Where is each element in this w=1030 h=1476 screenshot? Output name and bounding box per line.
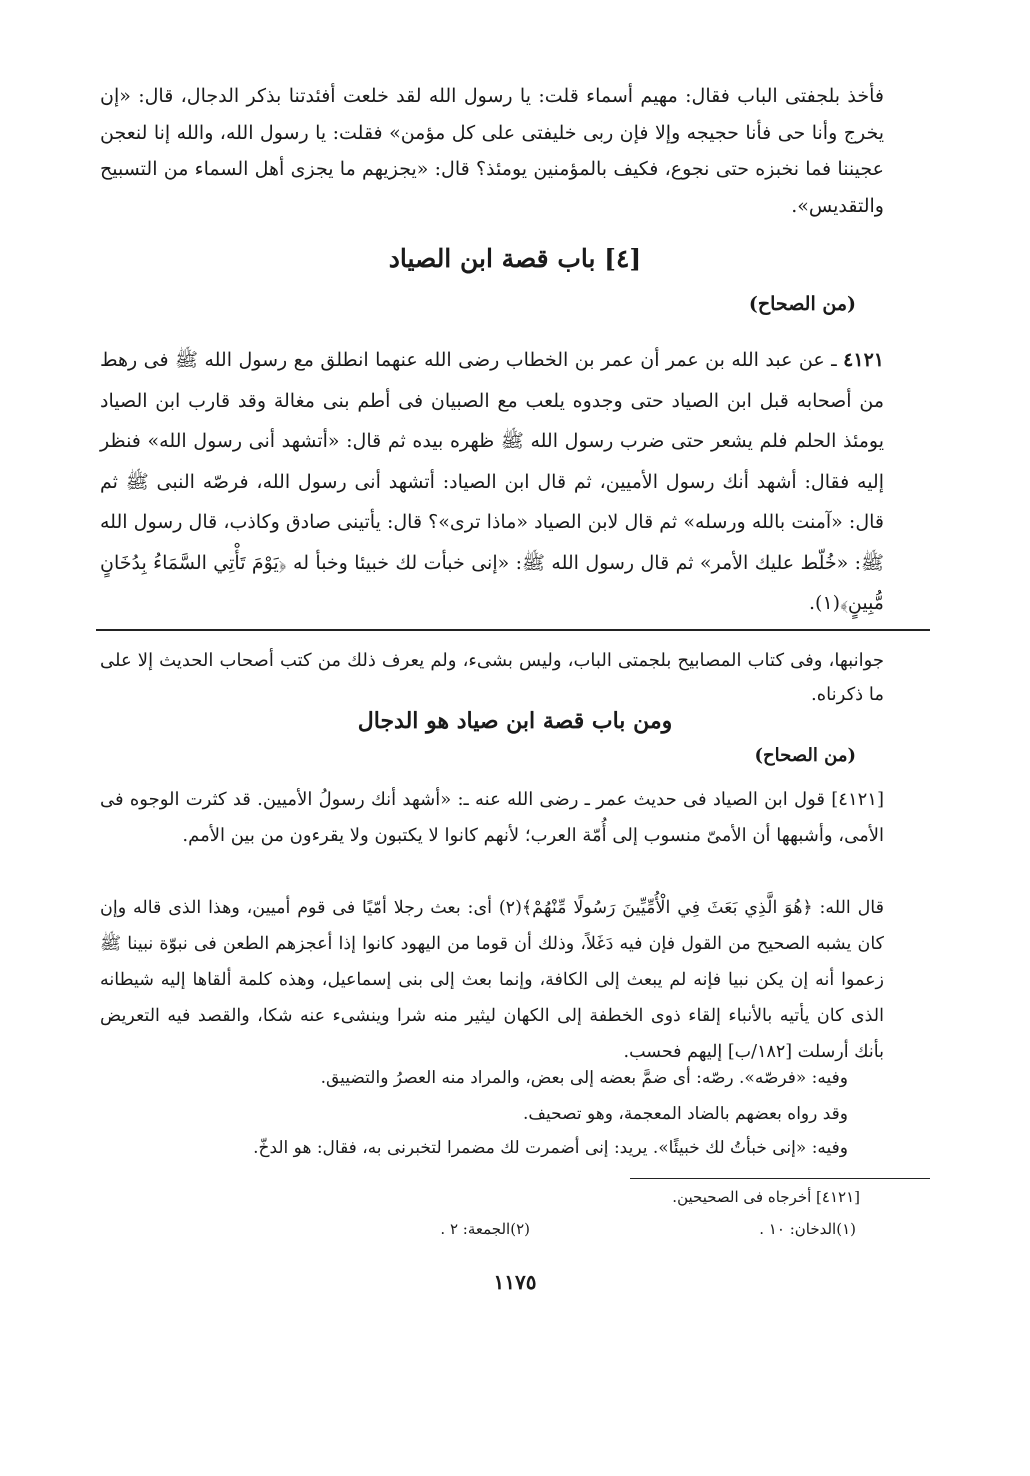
footnote-2: (٢)الجمعة: ٢ . (440, 1220, 530, 1238)
footnote-1: (١)الدخان: ١٠ . (759, 1220, 856, 1238)
commentary-heading: ومن باب قصة ابن صياد هو الدجال (357, 708, 673, 734)
commentary-source-label: (من الصحاح) (754, 745, 856, 766)
commentary-note-1: وفيه: «فرصّه». رصّه: أى ضمَّ بعضه إلى بعض، والمراد منه العصرُ والتضييق. (320, 1068, 848, 1088)
divider (96, 629, 930, 631)
footnote-divider (630, 1178, 930, 1179)
footnote-hadith: [٤١٢١] أخرجاه فى الصحيحين. (672, 1188, 860, 1206)
commentary-intro: جوانبها، وفى كتاب المصابيح بلجمتى الباب، وليس بشىء، ولم يعرف ذلك من كتب أصحاب الحديث إلا على ما ذكرناه. (100, 650, 884, 705)
commentary-paragraph-2: قال الله: ﴿هُوَ الَّذِي بَعَثَ فِي الْأُمِّيِّينَ رَسُولًا مِّنْهُمْ﴾(٢) أى: بعث رجلا أمّيًا فى قوم أميين، وهذا الذى قاله وإن كان يشبه الصحيح من القول فإن فيه دَغَلاً، وذلك أن قوما من اليهود كانوا إذا أعجزهم الطعن فى نبوّة نبينا ﷺ زعموا أنه إن يكن نبيا فإنه لم يبعث إلى الكافة، وإنما بعث إلى بنى إسماعيل، وهذه كلمة ألقاها إليه شيطانه الذى كان يأتيه بالأنباء إلقاء ذوى الخطفة إلى الكهان ليثير منه شرا وينشىء عنه شكا، والقصد فيه التعريض بأنك أرسلت [١٨٢/ب] إليهم فحسب. (100, 898, 884, 1062)
hadith-number: ٤١٢١ (843, 349, 884, 371)
hadith-text: عن عبد الله بن عمر أن عمر بن الخطاب رضى الله عنهما انطلق مع رسول الله ﷺ فى رهط من أصحابه قبل ابن الصياد حتى وجدوه يلعب مع الصبيان فى أطم بنى مغالة وقد قارب ابن الصياد يومئذ الحلم فلم يشعر حتى ضرب رسول الله ﷺ ظهره بيده ثم قال: «أتشهد أنى رسول الله» فنظر إليه فقال: أشهد أنك رسول الأميين، ثم قال ابن الصياد: أتشهد أنى رسول الله، فرصّه النبى ﷺ ثم قال: «آمنت بالله ورسله» ثم قال لابن الصياد «ماذا ترى»؟ قال: يأتينى صادق وكاذب، قال رسول الله ﷺ: «خُلّط عليك الأمر» ثم قال رسول الله ﷺ: «إنى خبأت لك خبيئا وخبأ له ﴿يَوْمَ تَأْتِي السَّمَاءُ بِدُخَانٍ مُّبِينٍ﴾(١). (100, 349, 884, 614)
source-label: (من الصحاح) (748, 293, 856, 315)
commentary-paragraph-1: [٤١٢١] قول ابن الصياد فى حديث عمر ـ رضى الله عنه ـ: «أشهد أنك رسولُ الأميين. قد كثرت الوجوه فى الأمى، وأشبهها أن الأمىّ منسوب إلى أُمّة العرب؛ لأنهم كانوا لا يكتبون ولا يقرءون من بين الأمم. (100, 789, 884, 846)
commentary-note-2: وقد رواه بعضهم بالضاد المعجمة، وهو تصحيف. (522, 1104, 848, 1124)
page-number: ١١٧٥ (493, 1270, 537, 1294)
main-paragraph: فأخذ بلجفتى الباب فقال: مهيم أسماء قلت: يا رسول الله لقد خلعت أفئدتنا بذكر الدجال، قال: «إن يخرج وأنا حى فأنا حجيجه وإلا فإن ربى خليفتى على كل مؤمن» فقلت: يا رسول الله، والله إنا لنعجن عجيننا فما نخبزه حتى نجوع، فكيف بالمؤمنين يومئذ؟ قال: «يجزيهم ما يجزى أهل السماء من التسبيح والتقديس». (100, 85, 884, 217)
commentary-note-3: وفيه: «إنى خبأتُ لك خبيئًا». يريد: إنى أضمرت لك مضمرا لتخبرنى به، فقال: هو الدخّ. (253, 1138, 848, 1158)
section-heading-ibn-sayyad: [٤] باب قصة ابن الصياد (388, 244, 642, 273)
hadith-block: ٤١٢١ ـ عن عبد الله بن عمر أن عمر بن الخطاب رضى الله عنهما انطلق مع رسول الله ﷺ فى رهط من أصحابه قبل ابن الصياد حتى وجدوه يلعب مع الصبيان فى أطم بنى مغالة وقد قارب ابن الصياد يومئذ الحلم فلم يشعر حتى ضرب رسول الله ﷺ ظهره بيده ثم قال: «أتشهد أنى رسول الله» فنظر إليه فقال: أشهد أنك رسول الأميين، ثم قال ابن الصياد: أتشهد أنى رسول الله، فرصّه النبى ﷺ ثم قال: «آمنت بالله ورسله» ثم قال لابن الصياد «ماذا ترى»؟ قال: يأتينى صادق وكاذب، قال رسول الله ﷺ: «خُلّط عليك الأمر» ثم قال رسول الله ﷺ: «إنى خبأت لك خبيئا وخبأ له ﴿يَوْمَ تَأْتِي السَّمَاءُ بِدُخَانٍ مُّبِينٍ﴾(١). (100, 349, 884, 614)
